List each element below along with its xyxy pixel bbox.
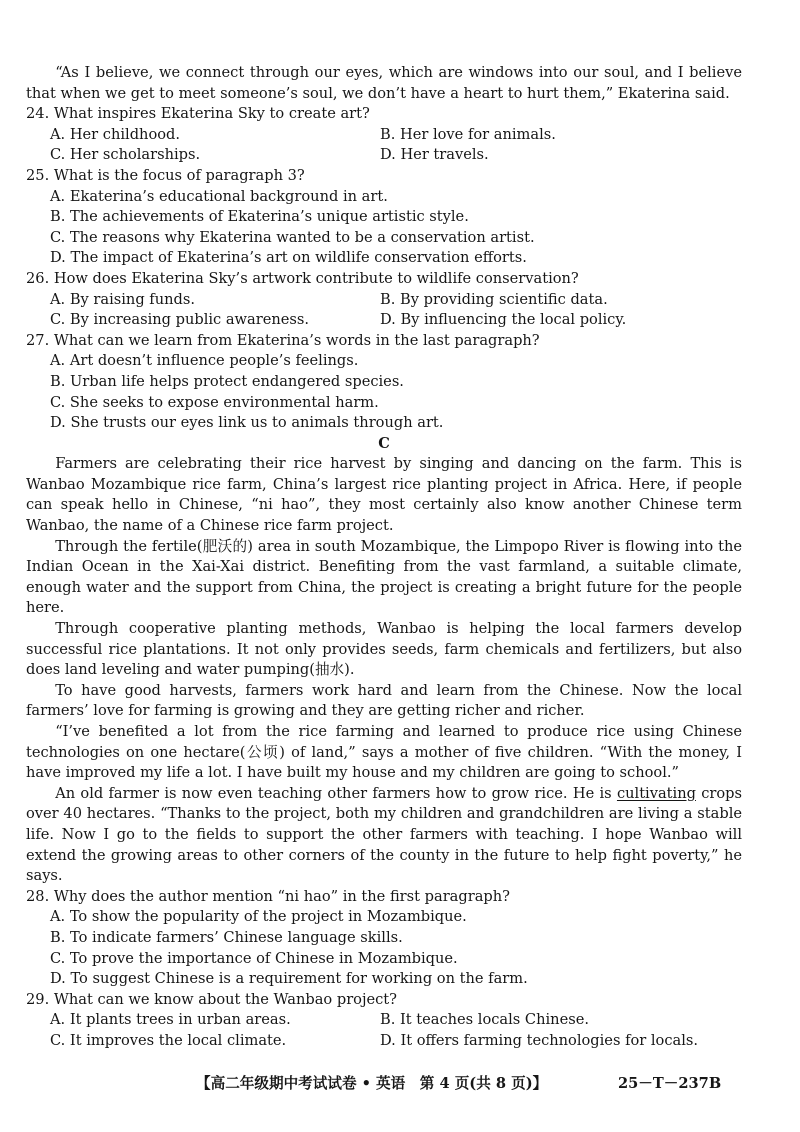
passage-c-paragraph-last (26, 784, 742, 887)
option-b: B. It teaches locals Chinese. (380, 1011, 589, 1029)
question-28 (26, 887, 742, 990)
passage-c-paragraph: Through the fertile(肥沃的) area in south Mozambique, the Limpopo River is flowing into the Indian Ocean in the Xai-Xai district. Benefiting from the vast farmland, a suitable climate, enough water and the support from China, the project is creating a bright future for the people here. (26, 537, 742, 617)
passage-c-paragraph: Through cooperative planting methods, Wanbao is helping the local farmers develop successful rice plantations. It not only provides seeds, farm chemicals and fertilizers, but also does land leveling and water pumping(抽水). (26, 620, 742, 679)
passage-c-paragraph: To have good harvests, farmers work hard and learn from the Chinese. Now the local farmers’ love for farming is growing and they are getting richer and richer. (26, 681, 742, 720)
page-footer (0, 1070, 800, 1094)
option-b: B. Urban life helps protect endangered species. (50, 372, 404, 390)
text-span: crops over 40 hectares. “Thanks to the project, both my children and grandchildren are living a stable life. Now I go to the fields to support the other farmers with teaching. I hope Wanbao will extend the growing areas to other corners of the county in the future to help fight poverty,” he says. (26, 784, 743, 885)
option-d: D. It offers farming technologies for locals. (380, 1031, 698, 1049)
option-d: D. Her travels. (380, 146, 489, 164)
option-a: A. It plants trees in urban areas. (50, 1011, 291, 1029)
text-span: An old farmer is now even teaching other farmers how to grow rice. He is (55, 784, 617, 802)
option-a: A. By raising funds. (50, 290, 195, 308)
option-a: A. Ekaterina’s educational background in art. (50, 187, 388, 205)
page-content (26, 63, 742, 1052)
option-c: C. She seeks to expose environmental harm. (50, 393, 379, 411)
question-stem: 25. What is the focus of paragraph 3? (26, 166, 305, 184)
footer-title: 【高二年级期中考试试卷 • 英语 第 4 页(共 8 页)】 (196, 1075, 548, 1092)
question-stem: 27. What can we learn from Ekaterina’s words in the last paragraph? (26, 331, 540, 349)
question-stem: 26. How does Ekaterina Sky’s artwork contribute to wildlife conservation? (26, 269, 579, 287)
question-24 (26, 104, 742, 166)
option-b: B. To indicate farmers’ Chinese language skills. (50, 928, 403, 946)
passage-c-paragraph: “I’ve benefited a lot from the rice farming and learned to produce rice using Chinese technologies on one hectare(公顷) of land,” says a mother of five children. “With the money, I have improved my life a lot. I have built my house and my children are going to school.” (26, 723, 742, 782)
question-stem: 29. What can we know about the Wanbao project? (26, 990, 397, 1008)
option-d: D. The impact of Ekaterina’s art on wildlife conservation efforts. (50, 249, 527, 267)
question-25 (26, 166, 742, 269)
question-stem: 24. What inspires Ekaterina Sky to create art? (26, 105, 370, 123)
option-c: C. Her scholarships. (50, 146, 201, 164)
question-29 (26, 990, 742, 1052)
passage-c-paragraph: Farmers are celebrating their rice harvest by singing and dancing on the farm. This is Wanbao Mozambique rice farm, China’s largest rice planting project in Africa. Here, if people can speak hello in Chinese, “ni hao”, they most certainly also know another Chinese term Wanbao, the name of a Chinese rice farm project. (26, 455, 742, 535)
question-26 (26, 269, 742, 331)
option-d: D. To suggest Chinese is a requirement for working on the farm. (50, 970, 528, 988)
option-d: D. By influencing the local policy. (380, 311, 627, 329)
option-c: C. By increasing public awareness. (50, 311, 310, 329)
option-c: C. The reasons why Ekaterina wanted to be a conservation artist. (50, 228, 535, 246)
option-c: C. It improves the local climate. (50, 1031, 287, 1049)
option-b: B. The achievements of Ekaterina’s unique artistic style. (50, 208, 469, 226)
question-stem: 28. Why does the author mention “ni hao” in the first paragraph? (26, 887, 510, 905)
option-a: A. To show the popularity of the project in Mozambique. (50, 908, 467, 926)
underlined-word: cultivating (616, 784, 696, 802)
option-b: B. Her love for animals. (380, 125, 556, 143)
option-a: A. Her childhood. (50, 125, 180, 143)
section-c-heading: C (378, 434, 390, 452)
question-27 (26, 331, 742, 434)
option-d: D. She trusts our eyes link us to animals through art. (50, 414, 444, 432)
option-c: C. To prove the importance of Chinese in Mozambique. (50, 949, 458, 967)
intro-quote: “As I believe, we connect through our eyes, which are windows into our soul, and I believe that when we get to meet someone’s soul, we don’t have a heart to hurt them,” Ekaterina said. (26, 64, 742, 102)
footer-code: 25－T－237B (618, 1075, 722, 1092)
option-a: A. Art doesn’t influence people’s feelings. (50, 352, 359, 370)
option-b: B. By providing scientific data. (380, 290, 608, 308)
